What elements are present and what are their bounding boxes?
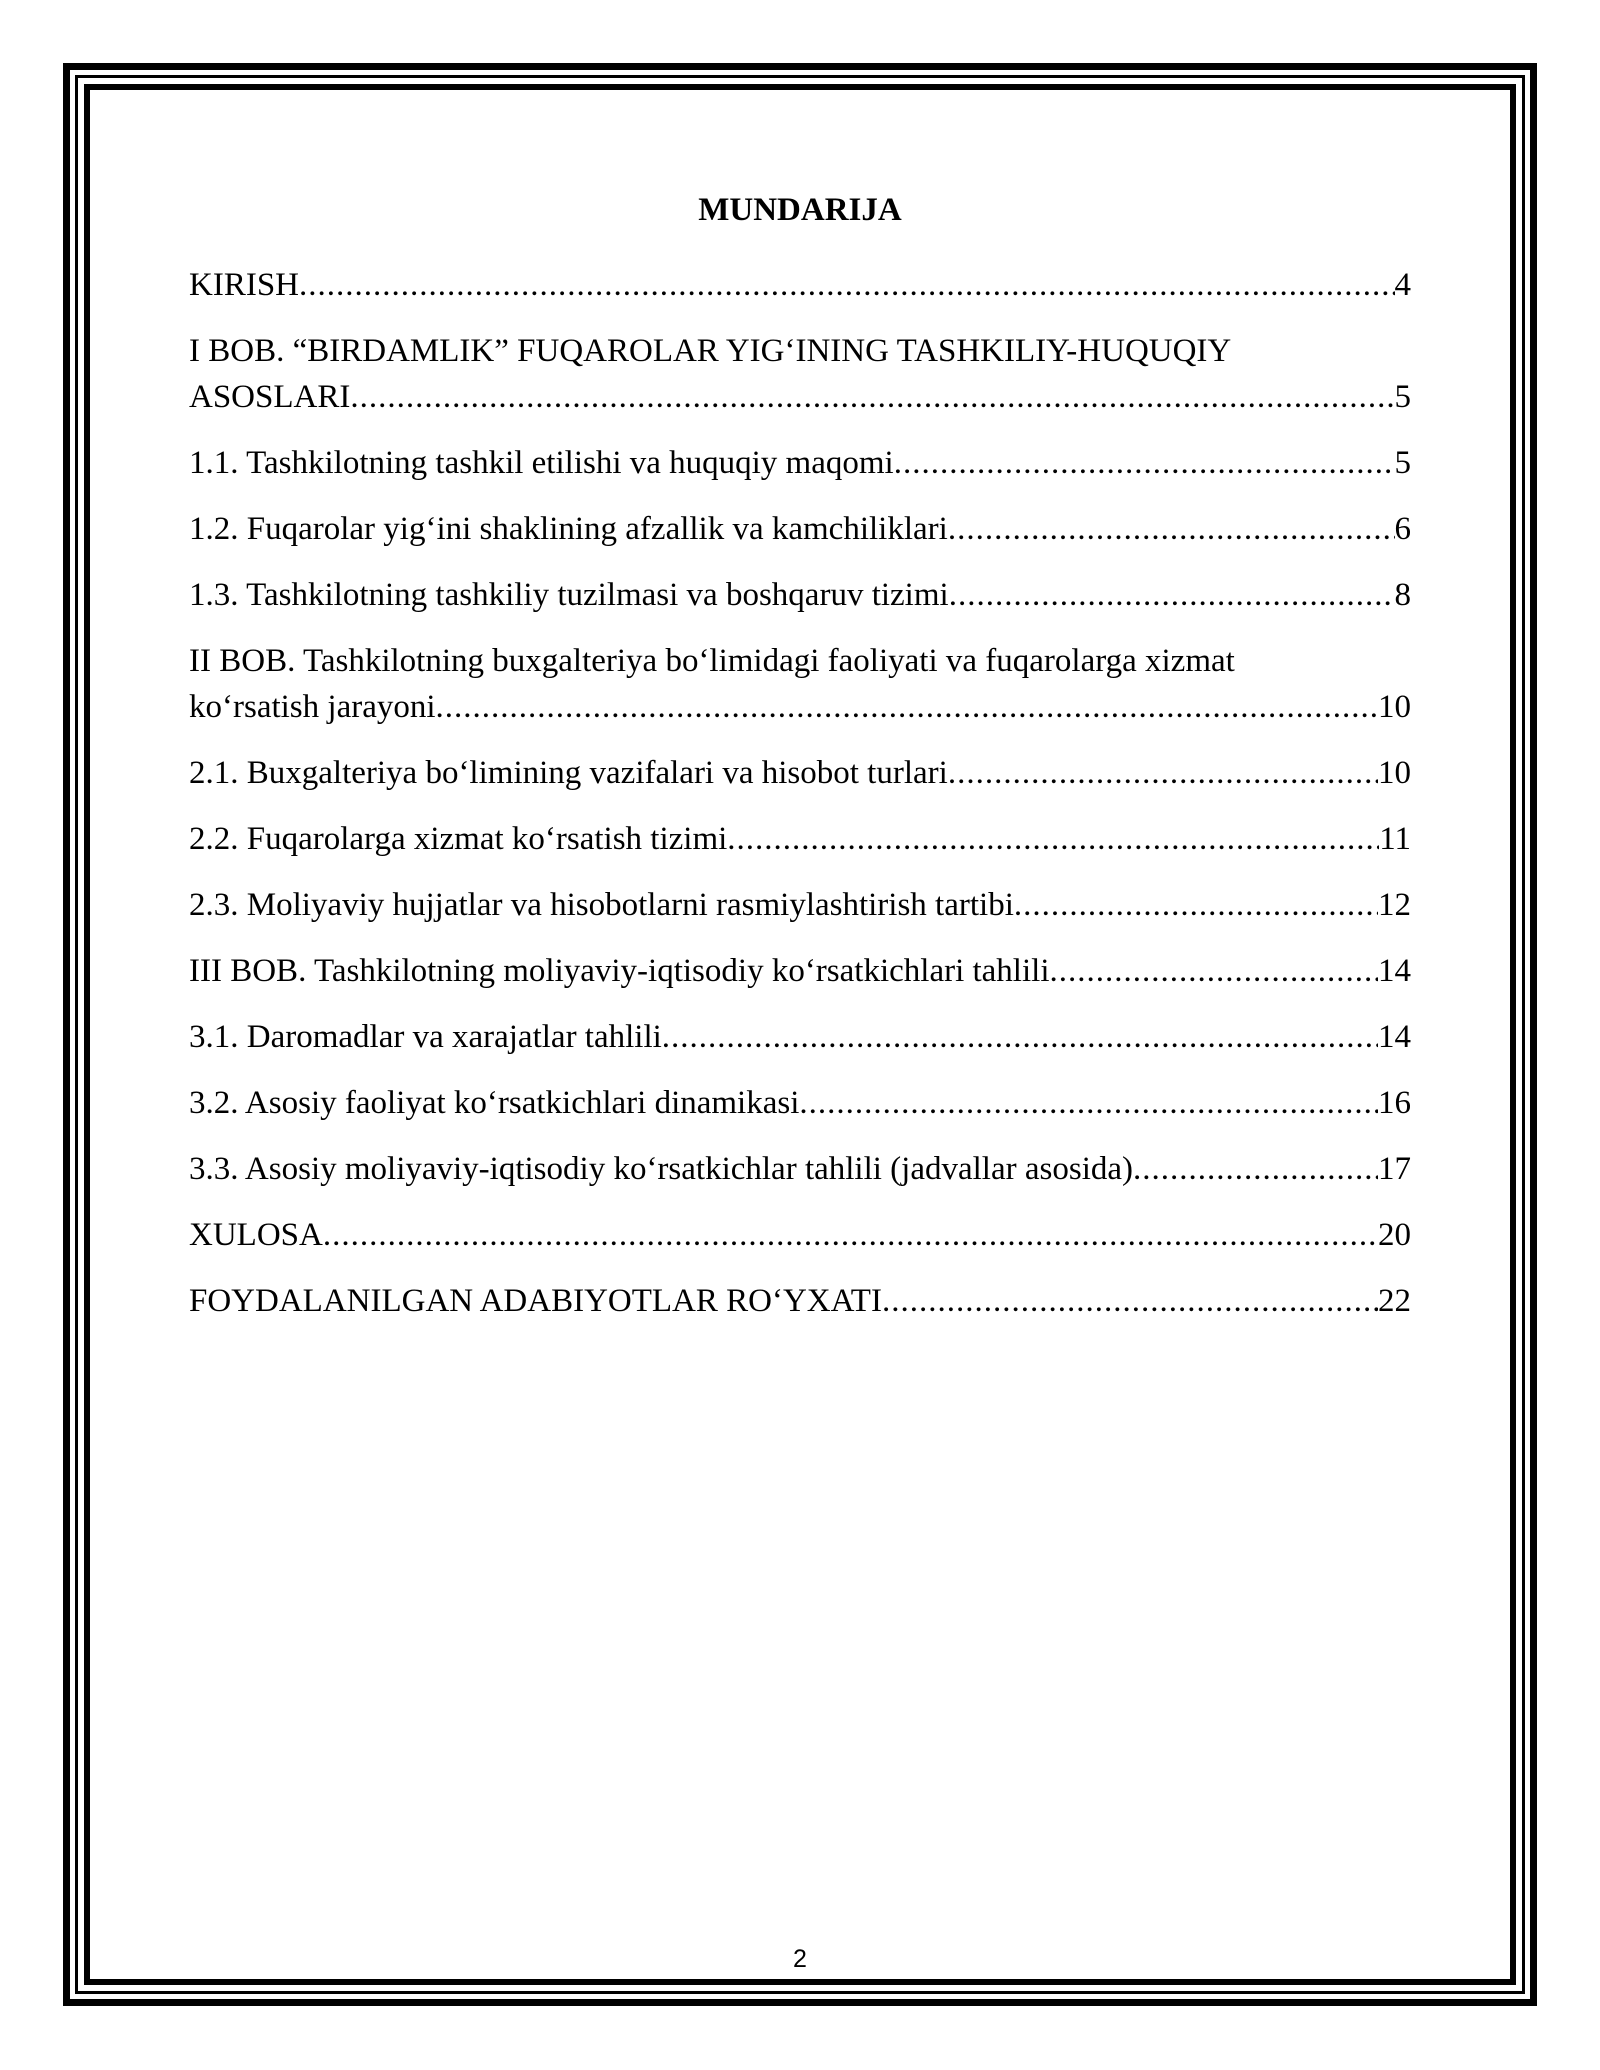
toc-entry-title: KIRISH	[189, 267, 300, 303]
toc-entry-page-number: 5	[1394, 445, 1411, 481]
toc-dot-leader	[799, 1080, 1378, 1126]
toc-entry-page-number: 14	[1378, 1019, 1411, 1055]
toc-entry-title: 1.3. Tashkilotning tashkiliy tuzilmasi va boshqaruv tizimi	[189, 577, 949, 613]
toc-entry-title: 3.3. Asosiy moliyaviy-iqtisodiy ko‘rsatkichlar tahlili (jadvallar asosida)	[189, 1151, 1133, 1187]
table-of-contents	[189, 262, 1411, 1344]
toc-entry[interactable]	[189, 816, 1411, 862]
toc-entry-line	[189, 1014, 1411, 1060]
toc-entry-page-number: 14	[1378, 953, 1411, 989]
toc-entry-line	[189, 882, 1411, 928]
toc-dot-leader	[948, 750, 1378, 796]
toc-entry-title: ko‘rsatish jarayoni	[189, 689, 436, 725]
toc-entry-line	[189, 1080, 1411, 1126]
toc-dot-leader	[1133, 1146, 1378, 1192]
toc-entry[interactable]	[189, 1080, 1411, 1126]
toc-entry-title: 2.2. Fuqarolarga xizmat ko‘rsatish tizimi	[189, 821, 728, 857]
toc-dot-leader	[1049, 948, 1378, 994]
toc-entry[interactable]	[189, 262, 1411, 308]
toc-entry-line	[189, 1278, 1411, 1324]
toc-dot-leader	[894, 440, 1395, 486]
toc-dot-leader	[948, 506, 1395, 552]
toc-entry-page-number: 11	[1379, 821, 1411, 857]
toc-entry-line	[189, 750, 1411, 796]
toc-dot-leader	[350, 374, 1394, 420]
toc-entry-page-number: 17	[1378, 1151, 1411, 1187]
toc-entry-title: 3.1. Daromadlar va xarajatlar tahlili	[189, 1019, 662, 1055]
toc-entry[interactable]	[189, 1146, 1411, 1192]
toc-entry-line	[189, 816, 1411, 862]
toc-entry-title: 2.3. Moliyaviy hujjatlar va hisobotlarni rasmiylashtirish tartibi	[189, 887, 1014, 923]
toc-entry-line	[189, 684, 1411, 730]
toc-entry-page-number: 6	[1394, 511, 1411, 547]
toc-entry-page-number: 16	[1378, 1085, 1411, 1121]
toc-entry[interactable]	[189, 750, 1411, 796]
toc-entry[interactable]	[189, 1212, 1411, 1258]
toc-entry-line	[189, 1146, 1411, 1192]
toc-entry-line	[189, 506, 1411, 552]
toc-dot-leader	[727, 816, 1379, 862]
toc-entry-page-number: 12	[1378, 887, 1411, 923]
toc-entry-title: III BOB. Tashkilotning moliyaviy-iqtisodiy ko‘rsatkichlari tahlili	[189, 953, 1050, 989]
toc-entry-title: 2.1. Buxgalteriya bo‘limining vazifalari va hisobot turlari	[189, 755, 948, 791]
toc-dot-leader	[436, 684, 1378, 730]
toc-entry[interactable]	[189, 1014, 1411, 1060]
toc-entry-page-number: 5	[1394, 379, 1411, 415]
toc-entry-title: 1.2. Fuqarolar yig‘ini shaklining afzallik va kamchiliklari	[189, 511, 948, 547]
toc-entry[interactable]	[189, 1278, 1411, 1324]
toc-entry-line	[189, 262, 1411, 308]
toc-entry-line	[189, 374, 1411, 420]
toc-entry-line	[189, 1212, 1411, 1258]
toc-entry-title: XULOSA	[189, 1217, 323, 1253]
toc-dot-leader	[662, 1014, 1378, 1060]
toc-entry-title: 1.1. Tashkilotning tashkil etilishi va huquqiy maqomi	[189, 445, 894, 481]
toc-entry[interactable]	[189, 572, 1411, 618]
toc-entry[interactable]	[189, 506, 1411, 552]
toc-entry[interactable]	[189, 638, 1411, 730]
toc-entry-page-number: 20	[1378, 1217, 1411, 1253]
toc-title: MUNDARIJA	[698, 192, 902, 228]
toc-entry-title: ASOSLARI	[189, 379, 351, 415]
toc-dot-leader	[949, 572, 1395, 618]
toc-entry[interactable]	[189, 882, 1411, 928]
toc-entry-title: FOYDALANILGAN ADABIYOTLAR RO‘YXATI	[189, 1283, 882, 1319]
toc-dot-leader	[299, 262, 1394, 308]
toc-entry-heading-line: II BOB. Tashkilotning buxgalteriya bo‘limidagi faoliyati va fuqarolarga xizmat	[189, 643, 1235, 679]
toc-entry-heading-line: I BOB. “BIRDAMLIK” FUQAROLAR YIG‘INING TASHKILIY-HUQUQIY	[189, 333, 1232, 369]
page-number: 2	[793, 1945, 807, 1973]
toc-entry-page-number: 10	[1378, 689, 1411, 725]
toc-entry[interactable]	[189, 948, 1411, 994]
toc-entry-page-number: 8	[1394, 577, 1411, 613]
toc-entry[interactable]	[189, 328, 1411, 420]
toc-entry-page-number: 10	[1378, 755, 1411, 791]
toc-entry-line	[189, 572, 1411, 618]
toc-dot-leader	[323, 1212, 1378, 1258]
toc-entry-line	[189, 440, 1411, 486]
toc-entry[interactable]	[189, 440, 1411, 486]
toc-entry-line	[189, 948, 1411, 994]
toc-dot-leader	[882, 1278, 1378, 1324]
toc-entry-title: 3.2. Asosiy faoliyat ko‘rsatkichlari dinamikasi	[189, 1085, 800, 1121]
toc-dot-leader	[1014, 882, 1378, 928]
toc-entry-page-number: 22	[1378, 1283, 1411, 1319]
toc-entry-page-number: 4	[1394, 267, 1411, 303]
